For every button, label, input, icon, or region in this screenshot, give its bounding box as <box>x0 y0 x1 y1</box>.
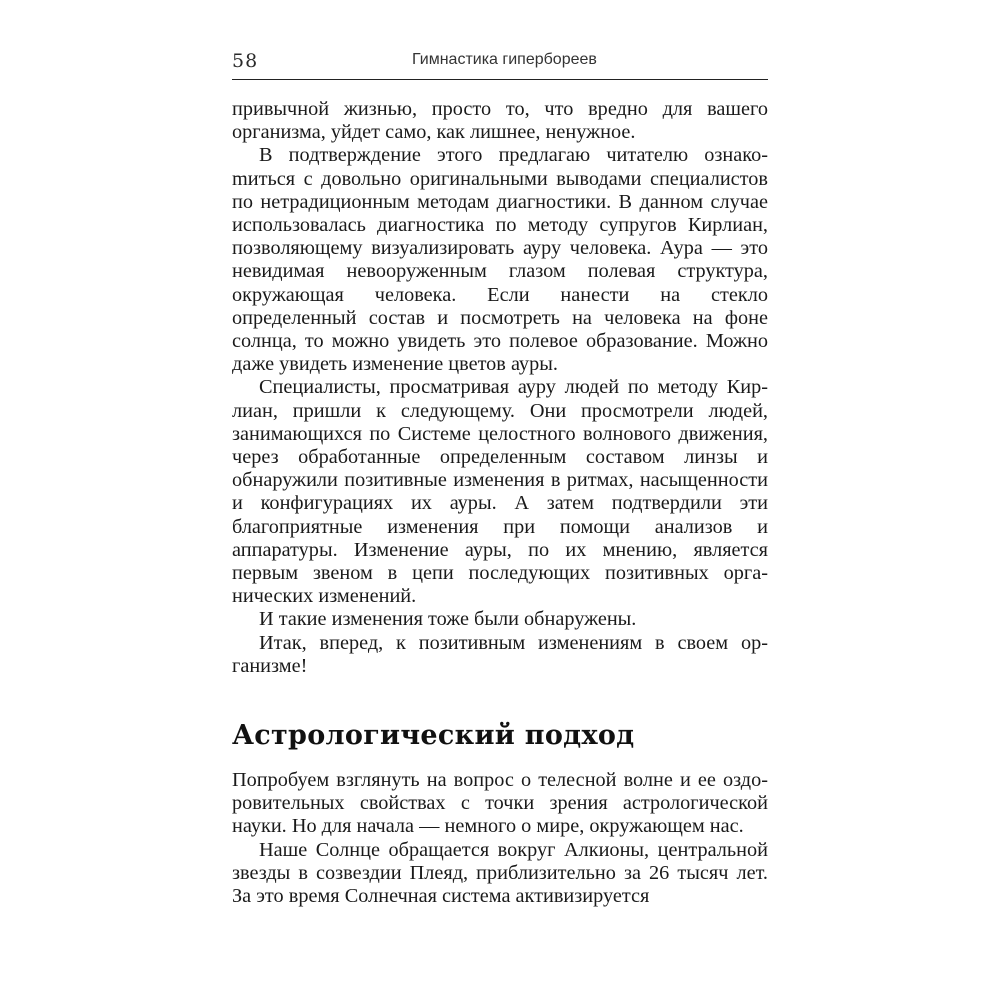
header-rule <box>232 79 768 80</box>
running-head <box>232 50 768 76</box>
page-number: 58 <box>232 50 259 72</box>
paragraph-kirlian-diagnostics: В подтверждение этого предлагаю читателю ознакоmиться с довольно оригинальными выводами специалистов по нетрадиционным методам диагностики. В данном случае использовалась диагностика по методу супругов Кирлиан, позволяющему визуализировать ауру человека. Аура — это невидимая невооруженным глазом полевая структура, окружающая человека. Если нанести на стекло определенный состав и посмотреть на человека на фоне солнца, то можно увидеть это полевое образование. Можно даже увидеть изменение цветов ауры. <box>232 144 768 376</box>
paragraph-alcyone: Наше Солнце обращается вокруг Алкионы, центральной звезды в созвездии Плеяд, приблизительно за 26 тысяч лет. За это время Солнечная система активизируется <box>232 838 768 908</box>
paragraph-changes-found: И такие изменения тоже были обнаружены. <box>259 608 637 631</box>
paragraph-astrology-intro: Попробуем взглянуть на вопрос о телесной волне и ее оздоровительных свойствах с точки зрения астрологической науки. Но для начала — немного о мире, окружающем нас. <box>232 769 768 838</box>
section-heading: Астрологический подход <box>232 720 635 751</box>
paragraph-continuation: привычной жизнью, просто то, что вредно для вашего организма, уйдет само, как лишнее, ненужное. <box>232 98 768 144</box>
book-title: Гимнастика гипербореев <box>412 51 597 68</box>
body-text-section <box>232 769 768 908</box>
body-text-top <box>232 98 768 678</box>
paragraph-specialists: Специалисты, просматривая ауру людей по методу Кирлиан, пришли к следующему. Они просмотрели людей, занимающихся по Системе целостного волнового движения, через обработанные определенным составом линзы и обнаружили позитивные изменения в ритмах, насыщенности и конфигурациях их ауры. А затем подтвердили эти благоприятные изменения при помощи анализов и аппаратуры. Изменение ауры, по их мнению, является первым звеном в цепи последующих позитивных органических изменений. <box>232 376 768 608</box>
paragraph-forward: Итак, вперед, к позитивным изменениям в своем организме! <box>232 631 768 677</box>
